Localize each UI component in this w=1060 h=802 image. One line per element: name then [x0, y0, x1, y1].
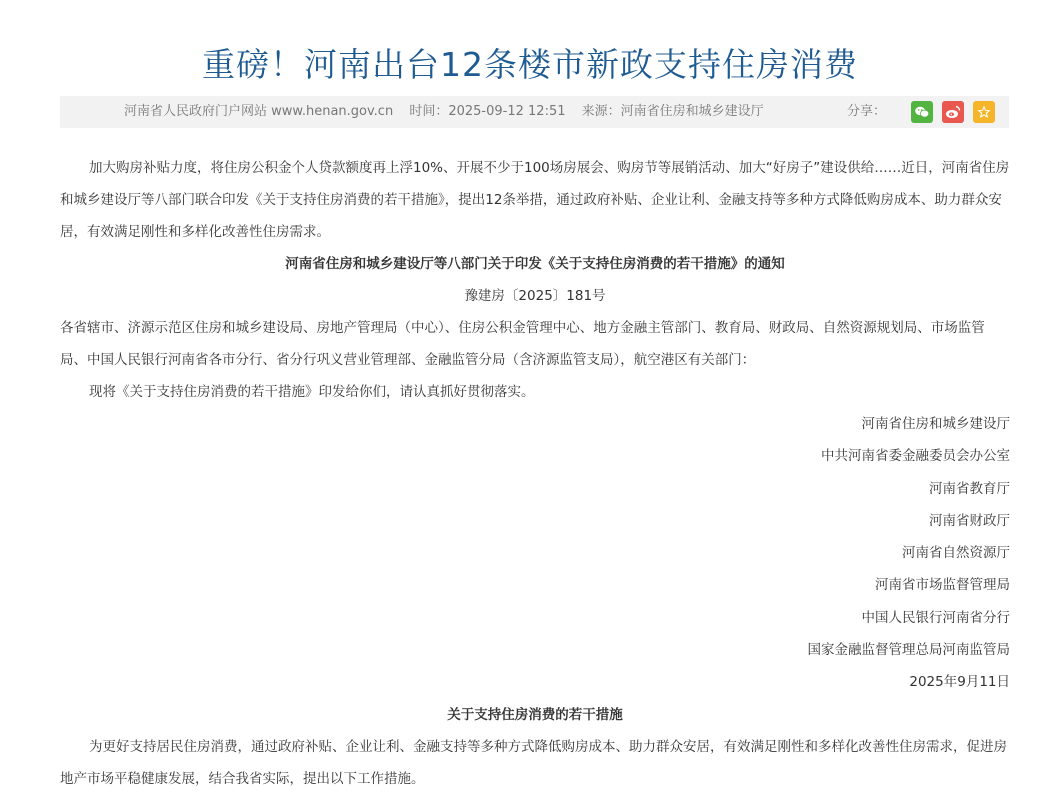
article-title: 重磅！河南出台12条楼市新政支持住房消费: [202, 45, 858, 85]
measures-intro: 为更好支持居民住房消费，通过政府补贴、企业让利、金融支持等多种方式降低购房成本、助力群众安居，有效满足刚性和多样化改善性住房需求，促进房地产市场平稳健康发展，结合我省实际，提出以下工作措施。: [60, 738, 1007, 787]
share-bar: [847, 101, 995, 123]
meta-site: 河南省人民政府门户网站 www.henan.gov.cn: [124, 104, 394, 119]
notice-title: 河南省住房和城乡建设厅等八部门关于印发《关于支持住房消费的若干措施》的通知: [285, 256, 785, 272]
measures-title: 关于支持住房消费的若干措施: [447, 706, 623, 723]
signatories: [60, 408, 1010, 699]
meta-info: [124, 96, 776, 128]
share-label: 分享：: [846, 104, 886, 119]
document-number: 豫建房〔2025〕181号: [464, 288, 606, 304]
meta-source: 来源：河南省住房和城乡建设厅: [581, 104, 764, 119]
lead-paragraph: 加大购房补贴力度，将住房公积金个人贷款额度再上浮10%、开展不少于100场房展会、购房节等展销活动、加大“好房子”建设供给……近日，河南省住房和城乡建设厅等八部门联合印发《关于支持住房消费的若干措施》，提出12条举措，通过政府补贴、企业让利、金融支持等多种方式降低购房成本、助力群众安居，有效满足刚性和多样化改善性住房需求。: [60, 160, 1010, 240]
issue-date: 2025年9月11日: [909, 674, 1010, 691]
signatory: 国家金融监督管理总局河南监管局: [807, 642, 1010, 659]
instruction-paragraph: 现将《关于支持住房消费的若干措施》印发给你们，请认真抓好贯彻落实。: [89, 384, 535, 400]
signatory: 中国人民银行河南省分行: [861, 609, 1010, 626]
signatory: 中共河南省委金融委员会办公室: [821, 448, 1010, 465]
signatory: 河南省教育厅: [929, 480, 1010, 497]
signatory: 河南省自然资源厅: [902, 545, 1010, 562]
signatory: 河南省财政厅: [929, 512, 1010, 529]
signatory: 河南省住房和城乡建设厅: [861, 416, 1010, 432]
recipients-paragraph: 各省辖市、济源示范区住房和城乡建设局、房地产管理局（中心）、住房公积金管理中心、地方金融主管部门、教育局、财政局、自然资源规划局、市场监管局、中国人民银行河南省各市分行、省分行巩义营业管理部、金融监管分局（含济源监管支局），航空港区有关部门：: [60, 320, 985, 368]
article-meta-bar: [60, 96, 1009, 128]
article-body: [60, 152, 1010, 795]
wechat-icon[interactable]: [911, 101, 933, 123]
weibo-icon[interactable]: [942, 101, 964, 123]
meta-time: 时间：2025-09-12 12:51: [409, 104, 566, 119]
qzone-star-icon[interactable]: [973, 101, 995, 123]
signatory: 河南省市场监督管理局: [875, 577, 1010, 594]
